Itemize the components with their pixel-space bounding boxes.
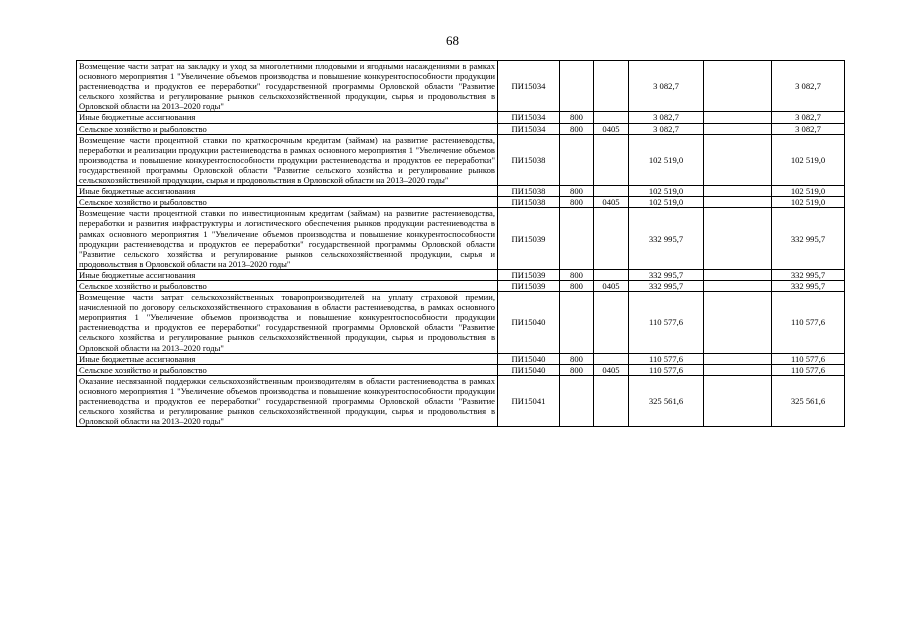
- description-cell: Возмещение части процентной ставки по инвестиционным кредитам (займам) на развитие растениеводства, переработки и развития инфраструктуры и логистического обеспечения рынков продукции растениеводства в рамках основного мероприятия 1 "Увеличение объемов производства и повышение конкурентоспособности продукции растениеводства и продуктов ее переработки" государственной программы Орловской области "Развитие сельского хозяйства и регулирование рынков сельскохозяйственной продукции, сырья и продовольствия в Орловской области на 2013–2020 годы": [77, 208, 498, 270]
- amount-cell: 332 995,7: [629, 208, 704, 270]
- section-code-cell: [594, 375, 629, 426]
- amount-cell: 102 519,0: [629, 197, 704, 208]
- total-amount-cell: 110 577,6: [772, 364, 845, 375]
- section-code-cell: [594, 269, 629, 280]
- table-row: [77, 280, 845, 291]
- budget-table: [76, 60, 845, 427]
- description-cell: Возмещение части затрат сельскохозяйственных товаропроизводителей на уплату страховой премии, начисленной по договору сельскохозяйственного страхования в области растениеводства, в рамках основного мероприятия 1 "Увеличение объемов производства и повышение конкурентоспособности продукции растениеводства и продуктов ее переработки" государственной программы Орловской области "Развитие сельского хозяйства и регулирование рынков сельскохозяйственной продукции, сырья и продовольствия в Орловской области на 2013–2020 годы": [77, 292, 498, 354]
- table-row: [77, 197, 845, 208]
- table-row: [77, 61, 845, 112]
- table-row: [77, 186, 845, 197]
- target-code-cell: ПИ15038: [498, 186, 560, 197]
- table-row: [77, 269, 845, 280]
- table-row: [77, 208, 845, 270]
- section-code-cell: [594, 353, 629, 364]
- description-cell: Иные бюджетные ассигнования: [77, 269, 498, 280]
- table-row: [77, 364, 845, 375]
- expense-type-cell: 800: [560, 364, 594, 375]
- section-code-cell: [594, 186, 629, 197]
- target-code-cell: ПИ15034: [498, 61, 560, 112]
- expense-type-cell: [560, 208, 594, 270]
- expense-type-cell: 800: [560, 123, 594, 134]
- description-cell: Сельское хозяйство и рыболовство: [77, 280, 498, 291]
- expense-type-cell: 800: [560, 112, 594, 123]
- section-code-cell: 0405: [594, 364, 629, 375]
- description-cell: Возмещение части процентной ставки по краткосрочным кредитам (займам) на развитие растениеводства, переработки и реализации продукции растениеводства в рамках основного мероприятия 1 "Увеличение объемов производства и повышение конкурентоспособности продукции растениеводства и продуктов ее переработки" государственной программы Орловской области "Развитие сельского хозяйства и регулирование рынков сельскохозяйственной продукции, сырья и продовольствия в Орловской области на 2013–2020 годы": [77, 134, 498, 185]
- amount-cell: 332 995,7: [629, 280, 704, 291]
- target-code-cell: ПИ15034: [498, 112, 560, 123]
- description-cell: Сельское хозяйство и рыболовство: [77, 123, 498, 134]
- amount-cell: 102 519,0: [629, 186, 704, 197]
- total-amount-cell: 102 519,0: [772, 197, 845, 208]
- total-amount-cell: 332 995,7: [772, 280, 845, 291]
- total-amount-cell: 102 519,0: [772, 186, 845, 197]
- amount-2-cell: [704, 269, 772, 280]
- total-amount-cell: 332 995,7: [772, 208, 845, 270]
- section-code-cell: [594, 112, 629, 123]
- amount-cell: 332 995,7: [629, 269, 704, 280]
- target-code-cell: ПИ15039: [498, 280, 560, 291]
- description-cell: Сельское хозяйство и рыболовство: [77, 364, 498, 375]
- expense-type-cell: 800: [560, 186, 594, 197]
- section-code-cell: [594, 134, 629, 185]
- section-code-cell: 0405: [594, 280, 629, 291]
- amount-2-cell: [704, 353, 772, 364]
- total-amount-cell: 332 995,7: [772, 269, 845, 280]
- amount-cell: 110 577,6: [629, 364, 704, 375]
- description-cell: Иные бюджетные ассигнования: [77, 112, 498, 123]
- amount-cell: 3 082,7: [629, 61, 704, 112]
- description-cell: Иные бюджетные ассигнования: [77, 186, 498, 197]
- expense-type-cell: [560, 292, 594, 354]
- table-row: [77, 123, 845, 134]
- amount-2-cell: [704, 123, 772, 134]
- expense-type-cell: [560, 375, 594, 426]
- expense-type-cell: 800: [560, 353, 594, 364]
- table-row: [77, 375, 845, 426]
- expense-type-cell: 800: [560, 197, 594, 208]
- budget-table-body: [77, 61, 845, 427]
- description-cell: Иные бюджетные ассигнования: [77, 353, 498, 364]
- amount-cell: 3 082,7: [629, 123, 704, 134]
- expense-type-cell: [560, 134, 594, 185]
- table-row: [77, 292, 845, 354]
- expense-type-cell: [560, 61, 594, 112]
- amount-2-cell: [704, 197, 772, 208]
- amount-cell: 110 577,6: [629, 292, 704, 354]
- target-code-cell: ПИ15039: [498, 269, 560, 280]
- amount-2-cell: [704, 186, 772, 197]
- amount-2-cell: [704, 375, 772, 426]
- description-cell: Сельское хозяйство и рыболовство: [77, 197, 498, 208]
- amount-2-cell: [704, 208, 772, 270]
- amount-cell: 325 561,6: [629, 375, 704, 426]
- amount-2-cell: [704, 134, 772, 185]
- target-code-cell: ПИ15040: [498, 353, 560, 364]
- target-code-cell: ПИ15040: [498, 292, 560, 354]
- amount-cell: 3 082,7: [629, 112, 704, 123]
- section-code-cell: [594, 292, 629, 354]
- target-code-cell: ПИ15038: [498, 197, 560, 208]
- section-code-cell: 0405: [594, 197, 629, 208]
- description-cell: Возмещение части затрат на закладку и уход за многолетними плодовыми и ягодными насаждениями в рамках основного мероприятия 1 "Увеличение объемов производства и повышение конкурентоспособности продукции растениеводства и продуктов ее переработки" государственной программы Орловской области "Развитие сельского хозяйства и регулирование рынков сельскохозяйственной продукции, сырья и продовольствия в Орловской области на 2013–2020 годы": [77, 61, 498, 112]
- target-code-cell: ПИ15039: [498, 208, 560, 270]
- target-code-cell: ПИ15038: [498, 134, 560, 185]
- table-row: [77, 134, 845, 185]
- amount-2-cell: [704, 61, 772, 112]
- total-amount-cell: 325 561,6: [772, 375, 845, 426]
- target-code-cell: ПИ15034: [498, 123, 560, 134]
- total-amount-cell: 110 577,6: [772, 292, 845, 354]
- table-row: [77, 112, 845, 123]
- amount-cell: 102 519,0: [629, 134, 704, 185]
- section-code-cell: [594, 208, 629, 270]
- amount-2-cell: [704, 364, 772, 375]
- total-amount-cell: 3 082,7: [772, 123, 845, 134]
- amount-2-cell: [704, 280, 772, 291]
- table-row: [77, 353, 845, 364]
- total-amount-cell: 110 577,6: [772, 353, 845, 364]
- amount-2-cell: [704, 112, 772, 123]
- target-code-cell: ПИ15041: [498, 375, 560, 426]
- target-code-cell: ПИ15040: [498, 364, 560, 375]
- total-amount-cell: 102 519,0: [772, 134, 845, 185]
- page-number: 68: [446, 33, 459, 48]
- expense-type-cell: 800: [560, 269, 594, 280]
- description-cell: Оказание несвязанной поддержки сельскохозяйственным производителям в области растениеводства в рамках основного мероприятия 1 "Увеличение объемов производства и повышение конкурентоспособности продукции растениеводства и продуктов ее переработки" государственной программы Орловской области "Развитие сельского хозяйства и регулирование рынков сельскохозяйственной продукции, сырья и продовольствия в Орловской области на 2013–2020 годы": [77, 375, 498, 426]
- section-code-cell: 0405: [594, 123, 629, 134]
- total-amount-cell: 3 082,7: [772, 61, 845, 112]
- section-code-cell: [594, 61, 629, 112]
- amount-cell: 110 577,6: [629, 353, 704, 364]
- expense-type-cell: 800: [560, 280, 594, 291]
- amount-2-cell: [704, 292, 772, 354]
- total-amount-cell: 3 082,7: [772, 112, 845, 123]
